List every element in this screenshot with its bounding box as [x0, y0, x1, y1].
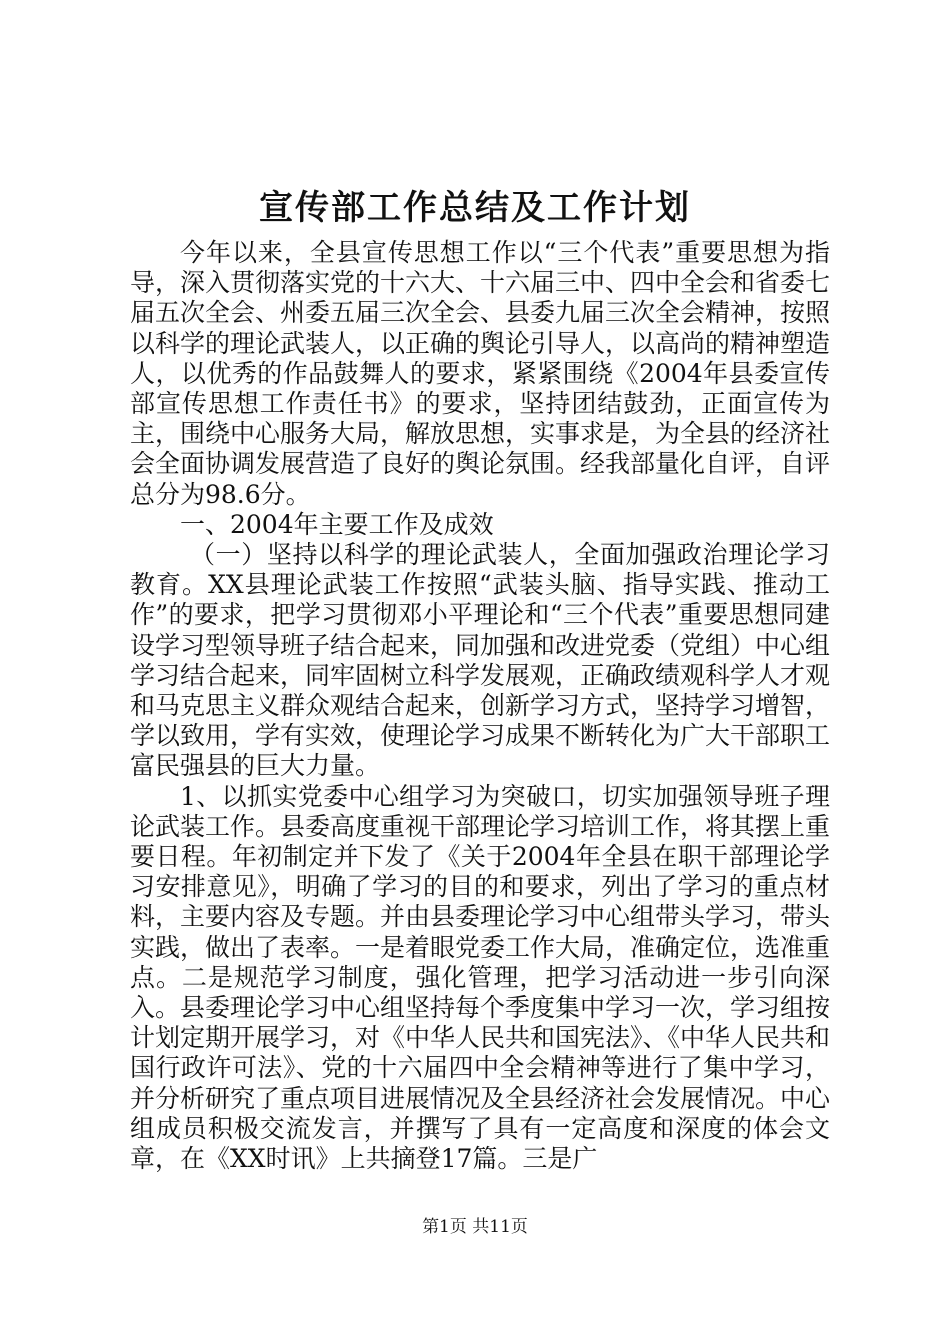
subsection-paragraph: （一）坚持以科学的理论武装人，全面加强政治理论学习教育。XX县理论武装工作按照“武装头脑、指导实践、推动工作”的要求，把学习贯彻邓小平理论和“三个代表”重要思想同建设学习型领导班子结合起来，同加强和改进党委（党组）中心组学习结合起来，同牢固树立科学发展观，正确政绩观科学人才观和马克思主义群众观结合起来，创新学习方式，坚持学习增智，学以致用，学有实效，使理论学习成果不断转化为广大干部职工富民强县的巨大力量。 — [130, 540, 831, 781]
page-number-footer: 第1页 共11页 — [422, 1217, 528, 1237]
document-title: 宣传部工作总结及工作计划 — [259, 188, 691, 228]
item-paragraph: 1、以抓实党委中心组学习为突破口，切实加强领导班子理论武装工作。县委高度重视干部理论学习培训工作，将其摆上重要日程。年初制定并下发了《关于2004年全县在职干部理论学习安排意见》，明确了学习的目的和要求，列出了学习的重点材料，主要内容及专题。并由县委理论学习中心组带头学习，带头实践，做出了表率。一是着眼党委工作大局，准确定位，选准重点。二是规范学习制度，强化管理，把学习活动进一步引向深入。县委理论学习中心组坚持每个季度集中学习一次，学习组按计划定期开展学习，对《中华人民共和国宪法》、《中华人民共和国行政许可法》、党的十六届四中全会精神等进行了集中学习，并分析研究了重点项目进展情况及全县经济社会发展情况。中心组成员积极交流发言，并撰写了具有一定高度和深度的体会文章，在《XX时讯》上共摘登17篇。三是广 — [130, 781, 831, 1174]
document-body — [130, 238, 830, 1174]
intro-paragraph: 今年以来，全县宣传思想工作以“三个代表”重要思想为指导，深入贯彻落实党的十六大、十六届三中、四中全会和省委七届五次全会、州委五届三次全会、县委九届三次全会精神，按照以科学的理论武装人，以正确的舆论引导人，以高尚的精神塑造人，以优秀的作品鼓舞人的要求，紧紧围绕《2004年县委宣传部宣传思想工作责任书》的要求，坚持团结鼓劲，正面宣传为主，围绕中心服务大局，解放思想，实事求是，为全县的经济社会全面协调发展营造了良好的舆论氛围。经我部量化自评，自评总分为98.6分。 — [130, 238, 831, 509]
section-heading: 一、2004年主要工作及成效 — [180, 509, 494, 539]
